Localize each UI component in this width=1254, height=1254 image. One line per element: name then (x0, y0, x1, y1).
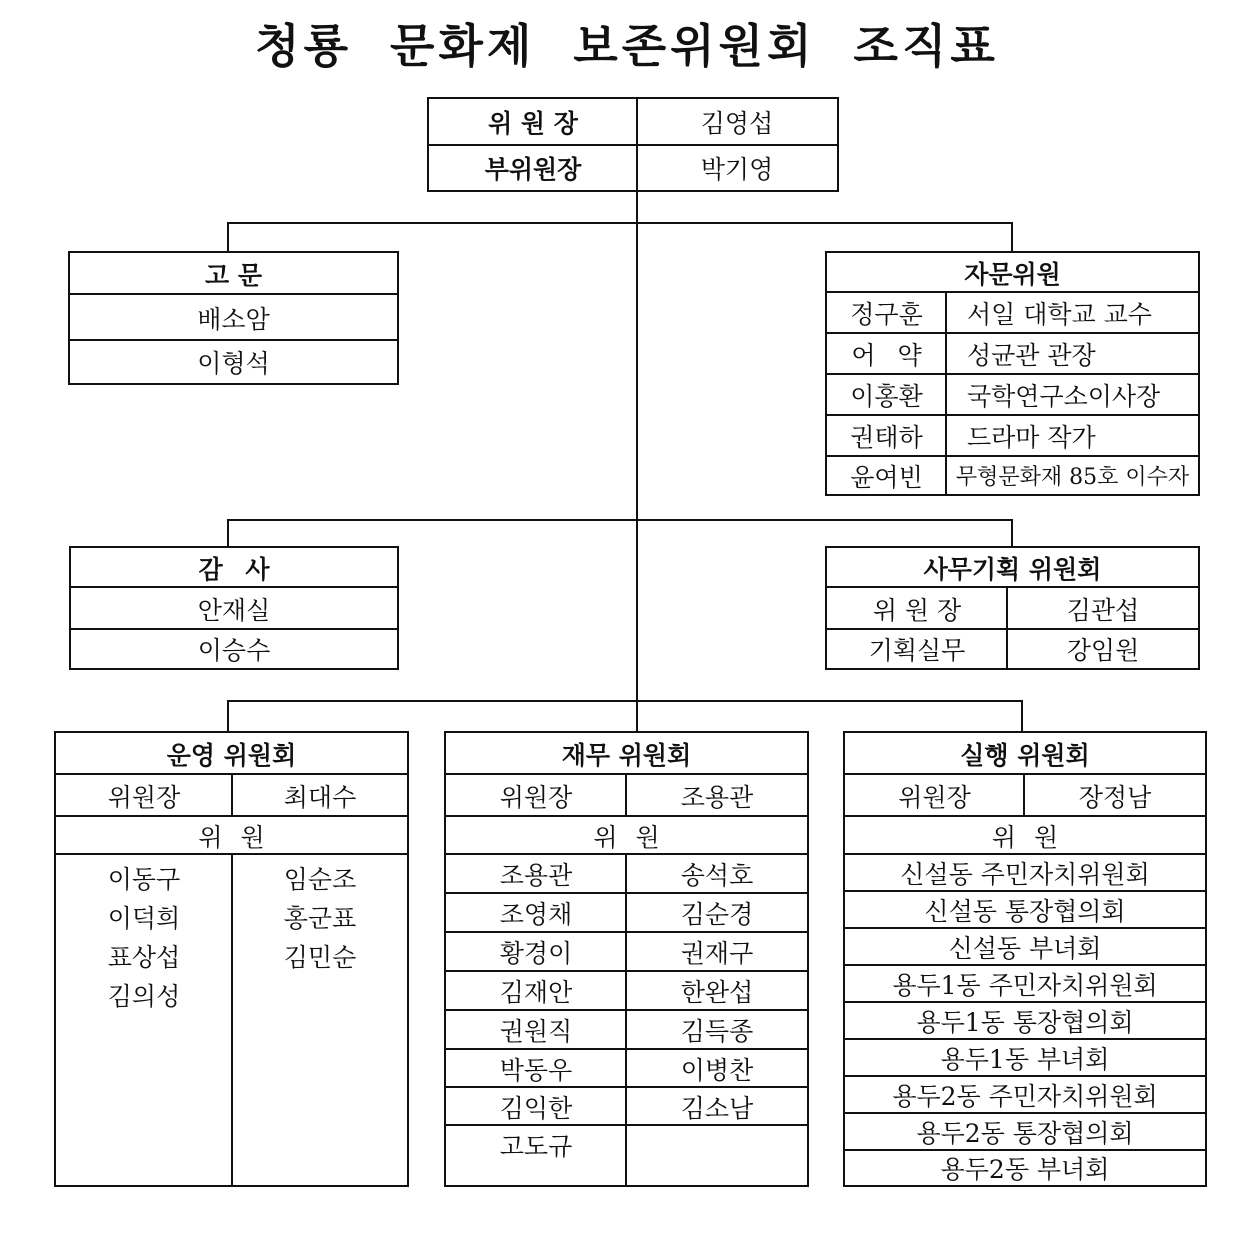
ops-chair-label: 위원장 (107, 782, 181, 812)
ops-member: 홍군표 (283, 904, 357, 933)
consult-name: 윤여빈 (850, 462, 923, 492)
finance-member: 김순경 (680, 900, 754, 929)
exec-members-label: 위 원 (991, 822, 1059, 852)
office-box (825, 546, 1200, 670)
audit-member: 안재실 (197, 595, 271, 625)
consult-name: 어 약 (851, 341, 922, 370)
finance-member: 조영채 (499, 900, 573, 929)
office-name: 강임원 (1066, 636, 1140, 665)
exec-member: 신설동 주민자치위원회 (900, 860, 1150, 889)
finance-member: 황경이 (499, 939, 573, 968)
exec-member: 신설동 부녀회 (948, 934, 1102, 963)
finance-member: 김재안 (499, 978, 573, 1007)
finance-member: 고도규 (499, 1132, 573, 1161)
ops-member: 임순조 (283, 865, 357, 894)
connector-main-trunk (636, 190, 638, 702)
connector-office-drop (1011, 519, 1013, 548)
finance-member: 이병찬 (680, 1055, 754, 1085)
consult-desc: 국학연구소이사장 (967, 382, 1161, 411)
connector-exec-drop (1021, 700, 1023, 733)
chair-role-label: 위 원 장 (488, 109, 578, 138)
finance-member: 김익한 (499, 1093, 573, 1123)
audit-box (69, 546, 399, 670)
exec-member: 용두2동 주민자치위원회 (892, 1082, 1158, 1111)
ops-member: 이덕희 (107, 904, 181, 933)
connector-consult-drop (1011, 222, 1013, 253)
exec-member: 용두1동 부녀회 (940, 1045, 1110, 1074)
chair-name: 김영섭 (700, 109, 774, 138)
finance-chair-label: 위원장 (499, 782, 573, 812)
finance-members-label: 위 원 (593, 822, 660, 852)
finance-member: 한완섭 (680, 978, 754, 1007)
connector-advisor-drop (227, 222, 229, 253)
vice-chair-role-label: 부위원장 (484, 155, 582, 184)
ops-members-label: 위 원 (198, 822, 265, 852)
exec-member: 용두1동 통장협의회 (916, 1008, 1134, 1037)
exec-member: 용두2동 통장협의회 (916, 1119, 1134, 1148)
audit-member: 이승수 (197, 636, 271, 665)
advisor-member: 배소암 (197, 304, 270, 334)
exec-member: 용두2동 부녀회 (940, 1155, 1110, 1184)
exec-header: 실행 위원회 (960, 740, 1090, 770)
connector-ops-drop (227, 700, 229, 733)
consult-name: 권태하 (850, 423, 923, 452)
ops-member: 김민순 (283, 943, 357, 972)
consult-box (825, 251, 1200, 496)
finance-member: 권재구 (680, 939, 754, 968)
exec-member: 신설동 통장협의회 (924, 897, 1126, 926)
finance-member: 박동우 (499, 1055, 573, 1085)
office-header: 사무기획 위원회 (923, 554, 1102, 584)
finance-member: 송석호 (680, 861, 754, 890)
office-role: 위 원 장 (872, 595, 962, 625)
advisor-box (68, 251, 399, 385)
ops-header: 운영 위원회 (166, 740, 297, 770)
finance-member: 권원직 (499, 1017, 573, 1046)
exec-chair-label: 위원장 (898, 782, 971, 812)
finance-member: 김득종 (680, 1017, 754, 1046)
audit-header: 감 사 (198, 554, 270, 584)
connector-finance-drop (636, 700, 638, 733)
exec-committee-box (843, 731, 1207, 1187)
ops-chair-name: 최대수 (283, 782, 357, 812)
consult-name: 이홍환 (850, 382, 923, 411)
ops-member: 표상섭 (107, 943, 181, 972)
connector-row3-bar (227, 700, 1023, 702)
connector-row1-bar (227, 222, 1013, 224)
finance-member: 김소남 (680, 1093, 754, 1123)
vice-chair-name: 박기영 (700, 155, 774, 184)
ops-member: 김의성 (107, 982, 181, 1011)
consult-desc: 성균관 관장 (967, 341, 1096, 370)
exec-chair-name: 장정남 (1078, 782, 1152, 812)
finance-chair-name: 조용관 (680, 782, 754, 812)
finance-header: 재무 위원회 (561, 740, 692, 770)
chair-box (427, 97, 839, 192)
consult-header: 자문위원 (964, 259, 1061, 289)
finance-committee-box (444, 731, 809, 1187)
consult-desc: 드라마 작가 (967, 423, 1096, 452)
ops-member: 이동구 (107, 865, 181, 894)
connector-row2-bar (227, 519, 1013, 521)
exec-member: 용두1동 주민자치위원회 (892, 971, 1158, 1000)
office-name: 김관섭 (1066, 595, 1140, 625)
ops-committee-box (54, 731, 409, 1187)
office-role: 기획실무 (868, 636, 966, 665)
advisor-header: 고 문 (204, 260, 262, 290)
consult-desc: 무형문화재 85호 이수자 (955, 465, 1190, 490)
consult-name: 정구훈 (850, 300, 923, 329)
finance-member: 조용관 (499, 861, 573, 890)
chart-title: 청룡 문화제 보존위원회 조직표 (255, 19, 999, 73)
advisor-member: 이형석 (197, 349, 270, 378)
consult-desc: 서일 대학교 교수 (967, 300, 1152, 329)
connector-audit-drop (227, 519, 229, 548)
